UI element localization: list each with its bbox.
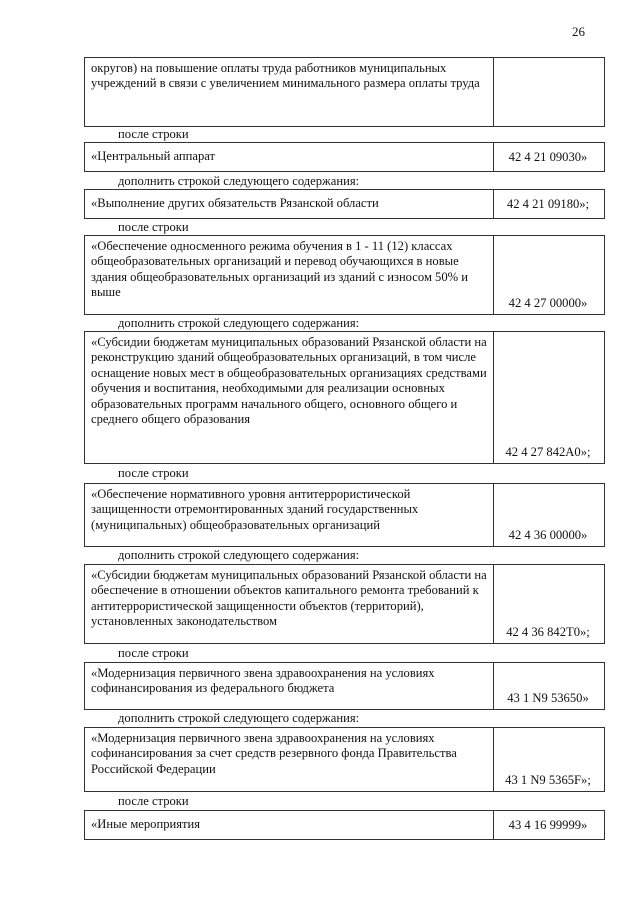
connector-text: дополнить строкой следующего содержания: — [118, 711, 360, 725]
table-row — [84, 235, 605, 315]
row-code: 42 4 21 09180»; — [506, 196, 590, 211]
page-number: 26 — [572, 24, 585, 39]
table-row — [84, 142, 605, 172]
row-text: «Субсидии бюджетам муниципальных образований Рязанской области на реконструкцию зданий общеобразовательных организаций, в том числе оснащение новых мест в общеобразовательных организациях средствами обучения и воспитания, необходимыми для реализации основных образовательных программ начального общего, основного общего и среднего общего образования — [85, 332, 494, 463]
table-row — [84, 189, 605, 219]
row-text: «Модернизация первичного звена здравоохранения на условиях софинансирования из федерального бюджета — [85, 663, 494, 709]
table-row — [84, 483, 605, 547]
row-code: 42 4 27 00000» — [508, 296, 588, 310]
row-code: 43 1 N9 5365F»; — [505, 773, 591, 787]
row-text: «Модернизация первичного звена здравоохранения на условиях софинансирования за счет средств резервного фонда Правительства Российской Федерации — [85, 728, 494, 791]
table-row — [84, 564, 605, 644]
row-code: 43 1 N9 53650» — [507, 691, 589, 705]
row-code: 42 4 27 842A0»; — [505, 445, 591, 459]
table-row — [84, 810, 605, 840]
row-code — [492, 58, 604, 126]
connector-text: дополнить строкой следующего содержания: — [118, 316, 360, 330]
connector-text: после строки — [118, 220, 189, 234]
row-text: «Субсидии бюджетам муниципальных образований Рязанской области на обеспечение в отношении объектов капитального ремонта требований к антитеррористической защищенности объектов (территорий), установленных законодательством — [85, 565, 494, 643]
row-text: «Иные мероприятия — [85, 811, 494, 839]
table-row — [84, 662, 605, 710]
row-text: «Обеспечение односменного режима обучения в 1 - 11 (12) классах общеобразовательных организаций и перевод обучающихся в новые здания общеобразовательных организаций из зданий с износом 50% и выше — [85, 236, 494, 314]
connector-text: после строки — [118, 794, 189, 808]
row-code: 42 4 36 00000» — [508, 528, 588, 542]
table-row — [84, 57, 605, 127]
connector-text: после строки — [118, 466, 189, 480]
row-text: «Центральный аппарат — [85, 143, 494, 171]
row-code: 42 4 21 09030» — [508, 149, 588, 164]
row-code: 43 4 16 99999» — [508, 817, 588, 832]
row-text: «Обеспечение нормативного уровня антитеррористической защищенности отремонтированных зданий государственных (муниципальных) общеобразовательных организаций — [85, 484, 494, 546]
connector-text: после строки — [118, 646, 189, 660]
table-row — [84, 727, 605, 792]
table-row — [84, 331, 605, 464]
connector-text: дополнить строкой следующего содержания: — [118, 174, 360, 188]
row-text: округов) на повышение оплаты труда работников муниципальных учреждений в связи с увеличением минимального размера оплаты труда — [85, 58, 494, 126]
connector-text: после строки — [118, 127, 189, 141]
connector-text: дополнить строкой следующего содержания: — [118, 548, 360, 562]
row-code: 42 4 36 842T0»; — [506, 625, 590, 639]
row-text: «Выполнение других обязательств Рязанской области — [85, 190, 494, 218]
